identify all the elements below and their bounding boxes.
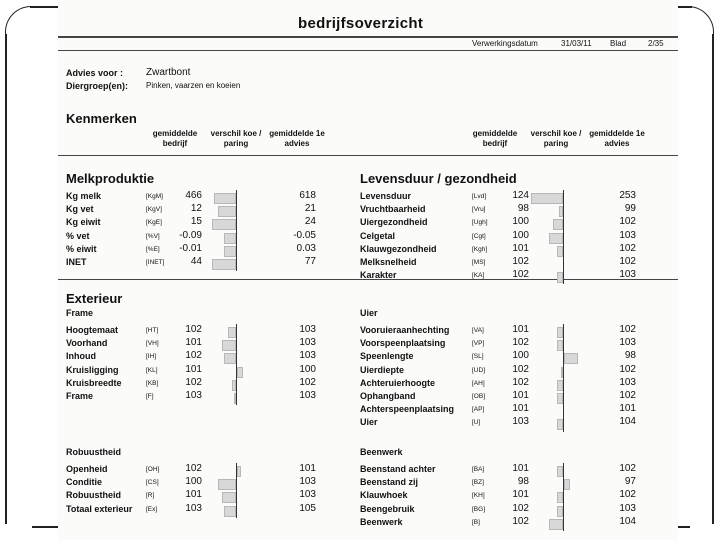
row-avg: 98	[517, 203, 529, 214]
row-code: [U]	[472, 419, 481, 426]
row-code: [Vru]	[472, 206, 486, 213]
row-avg: 101	[512, 390, 529, 401]
row-avg: 102	[185, 324, 202, 335]
row-avg: 12	[190, 203, 202, 214]
diff-bar	[232, 380, 236, 391]
row-avg: 102	[512, 377, 529, 388]
row-label: Uiergezondheid	[360, 217, 428, 227]
row-code: [KgE]	[146, 219, 162, 226]
row-advice: 103	[299, 476, 316, 487]
advice-value: Zwartbont	[146, 67, 191, 78]
row-advice: 101	[619, 403, 636, 414]
col-header-advice-left: gemiddelde 1e advies	[269, 129, 325, 148]
row-code: [OH]	[146, 466, 160, 473]
row-code: [CS]	[146, 479, 159, 486]
row-label: Conditie	[66, 477, 102, 487]
diff-bar	[224, 246, 236, 257]
row-advice: 102	[619, 463, 636, 474]
diff-bar	[218, 479, 236, 490]
row-label: Speenlengte	[360, 351, 414, 361]
row-avg: 101	[185, 489, 202, 500]
uier-title: Uier	[360, 308, 378, 318]
row-avg: 103	[185, 503, 202, 514]
row-label: Voorhand	[66, 338, 108, 348]
row-advice: 77	[304, 256, 316, 267]
diff-bar	[557, 327, 563, 338]
row-avg: 102	[185, 463, 202, 474]
diff-bar	[559, 206, 563, 217]
row-advice: 98	[624, 350, 636, 361]
diff-bar	[564, 479, 570, 490]
row-avg: 102	[512, 256, 529, 267]
row-label: % vet	[66, 231, 90, 241]
row-label: Klauwhoek	[360, 490, 408, 500]
row-code: [KgM]	[146, 193, 163, 200]
group-value: Pinken, vaarzen en koeien	[146, 81, 241, 90]
beenwerk-title: Beenwerk	[360, 447, 403, 457]
row-avg: 102	[185, 377, 202, 388]
diff-bar	[214, 193, 236, 204]
row-avg: 102	[512, 364, 529, 375]
advice-label: Advies voor :	[66, 68, 124, 78]
page-number: 2/35	[648, 39, 664, 48]
row-avg: 101	[185, 364, 202, 375]
frame-left	[5, 34, 7, 524]
row-label: Hoogtemaat	[66, 325, 119, 335]
row-code: [Cgt]	[472, 233, 486, 240]
row-avg: 102	[512, 516, 529, 527]
row-code: [INET]	[146, 259, 165, 266]
row-advice: 102	[619, 324, 636, 335]
row-label: Beenstand achter	[360, 464, 436, 474]
row-code: [SL]	[472, 353, 484, 360]
row-advice: 102	[619, 243, 636, 254]
report-page	[58, 0, 678, 540]
diff-bar	[557, 466, 563, 477]
row-code: [%V]	[146, 233, 160, 240]
row-avg: 100	[512, 350, 529, 361]
exterieur-title: Exterieur	[66, 291, 123, 306]
kenmerken-title: Kenmerken	[66, 111, 137, 126]
row-avg: 100	[512, 216, 529, 227]
exterieur-diff-axis	[236, 324, 237, 405]
row-avg: 101	[512, 403, 529, 414]
row-code: [VP]	[472, 340, 485, 347]
row-code: [Lvd]	[472, 193, 487, 200]
row-avg: 101	[512, 463, 529, 474]
diff-bar	[557, 340, 563, 351]
row-label: Levensduur	[360, 191, 412, 201]
row-label: Openheid	[66, 464, 108, 474]
row-label: Kg eiwit	[66, 217, 101, 227]
row-label: Karakter	[360, 270, 397, 280]
diff-bar	[222, 492, 236, 503]
row-label: % eiwit	[66, 244, 97, 254]
row-code: [KgV]	[146, 206, 162, 213]
row-label: Kruisligging	[66, 365, 119, 375]
levensduur-diff-axis	[563, 190, 564, 284]
row-avg: 15	[190, 216, 202, 227]
row-code: [HT]	[146, 327, 159, 334]
row-code: [%E]	[146, 246, 160, 253]
col-header-diff-right: verschil koe / paring	[530, 129, 582, 148]
row-advice: 103	[299, 337, 316, 348]
row-code: [MS]	[472, 259, 486, 266]
row-avg: 102	[512, 503, 529, 514]
row-label: Achteruierhoogte	[360, 378, 436, 388]
row-avg: 124	[512, 190, 529, 201]
row-label: Kg vet	[66, 204, 94, 214]
row-code: [KH]	[472, 492, 485, 499]
uier-diff-axis	[563, 324, 564, 432]
row-advice: 103	[619, 230, 636, 241]
row-code: [B]	[472, 519, 480, 526]
group-label: Diergroep(en):	[66, 81, 129, 91]
row-avg: 102	[185, 350, 202, 361]
diff-bar	[224, 233, 236, 244]
row-label: Ophangband	[360, 391, 416, 401]
row-avg: 102	[512, 269, 529, 280]
row-advice: 21	[304, 203, 316, 214]
row-advice: 102	[619, 364, 636, 375]
diff-bar	[557, 506, 563, 517]
row-label: Beenwerk	[360, 517, 403, 527]
row-advice: 103	[299, 390, 316, 401]
frame-right	[712, 34, 714, 524]
frame-subtitle: Frame	[66, 308, 94, 318]
diff-bar	[553, 219, 563, 230]
row-label: Robuustheid	[66, 490, 121, 500]
row-advice: 103	[299, 324, 316, 335]
diff-bar	[218, 206, 236, 217]
diff-bar	[557, 380, 563, 391]
diff-bar	[557, 272, 563, 283]
row-avg: 103	[512, 416, 529, 427]
row-advice: 103	[619, 377, 636, 388]
row-code: [KB]	[146, 380, 159, 387]
row-label: Melksnelheid	[360, 257, 417, 267]
diff-bar	[564, 353, 578, 364]
row-avg: 101	[512, 324, 529, 335]
row-label: Frame	[66, 391, 94, 401]
diff-bar	[549, 519, 563, 530]
row-advice: 104	[619, 516, 636, 527]
row-advice: 102	[619, 256, 636, 267]
diff-bar	[234, 393, 236, 404]
row-code: [Ex]	[146, 506, 158, 513]
row-code: [AP]	[472, 406, 485, 413]
row-avg: 100	[512, 230, 529, 241]
row-avg: -0.09	[179, 230, 202, 241]
col-header-diff-left: verschil koe / paring	[210, 129, 262, 148]
row-label: Totaal exterieur	[66, 504, 133, 514]
row-code: [UD]	[472, 367, 485, 374]
header-rule	[58, 36, 678, 38]
header-rule-2	[58, 50, 678, 51]
diff-bar	[557, 246, 563, 257]
melkproduktie-title: Melkproduktie	[66, 171, 155, 186]
row-advice: 101	[299, 463, 316, 474]
row-advice: 103	[619, 503, 636, 514]
row-avg: 98	[517, 476, 529, 487]
row-code: [Ugh]	[472, 219, 488, 226]
row-label: Kruisbreedte	[66, 378, 122, 388]
diff-bar	[557, 492, 563, 503]
diff-bar	[561, 367, 563, 378]
row-code: [BG]	[472, 506, 486, 513]
row-advice: 103	[619, 269, 636, 280]
row-code: [BZ]	[472, 479, 484, 486]
processing-date-label: Verwerkingsdatum	[472, 39, 538, 48]
page-title: bedrijfsoverzicht	[298, 15, 424, 32]
row-code: [VA]	[472, 327, 484, 334]
page-label: Blad	[610, 39, 627, 48]
diff-bar	[228, 327, 236, 338]
diff-bar	[222, 340, 236, 351]
row-avg: 103	[185, 390, 202, 401]
row-advice: 102	[619, 489, 636, 500]
row-code: [IH]	[146, 353, 157, 360]
row-advice: 102	[619, 216, 636, 227]
row-label: Klauwgezondheid	[360, 244, 437, 254]
frame-corner-tl	[5, 6, 36, 37]
diff-bar	[557, 393, 563, 404]
row-label: Celgetal	[360, 231, 396, 241]
row-advice: 0.03	[296, 243, 316, 254]
levensduur-title: Levensduur / gezondheid	[360, 171, 517, 186]
beenwerk-diff-axis	[563, 463, 564, 531]
row-code: [VH]	[146, 340, 159, 347]
row-advice: 24	[304, 216, 316, 227]
row-avg: 44	[190, 256, 202, 267]
robuustheid-title: Robuustheid	[66, 447, 121, 457]
row-label: Beengebruik	[360, 504, 415, 514]
col-header-advice-right: gemiddelde 1e advies	[589, 129, 645, 148]
kenmerken-rule	[58, 155, 678, 156]
melkproduktie-diff-axis	[236, 190, 237, 271]
frame-corner-tr	[683, 6, 714, 37]
row-label: Inhoud	[66, 351, 96, 361]
diff-bar	[212, 259, 236, 270]
row-advice: 102	[619, 390, 636, 401]
processing-date: 31/03/11	[561, 39, 592, 48]
diff-bar	[531, 193, 563, 204]
row-avg: 101	[185, 337, 202, 348]
row-advice: 102	[299, 377, 316, 388]
row-advice: 103	[299, 489, 316, 500]
row-avg: -0.01	[179, 243, 202, 254]
row-advice: 105	[299, 503, 316, 514]
frame-bottom-left	[32, 526, 58, 528]
col-header-avg-right: gemiddelde bedrijf	[472, 129, 518, 148]
row-code: [KA]	[472, 272, 485, 279]
row-avg: 101	[512, 489, 529, 500]
diff-bar	[557, 419, 563, 430]
row-label: Uier	[360, 417, 378, 427]
row-code: [OB]	[472, 393, 486, 400]
diff-bar	[224, 353, 236, 364]
row-code: [Kgh]	[472, 246, 488, 253]
row-label: Kg melk	[66, 191, 102, 201]
row-label: Vooruieraanhechting	[360, 325, 450, 335]
row-avg: 100	[185, 476, 202, 487]
row-advice: 100	[299, 364, 316, 375]
row-advice: 253	[619, 190, 636, 201]
row-advice: 99	[624, 203, 636, 214]
row-label: Achterspeenplaatsing	[360, 404, 455, 414]
row-label: INET	[66, 257, 87, 267]
col-header-avg-left: gemiddelde bedrijf	[152, 129, 198, 148]
diff-bar	[237, 367, 243, 378]
diff-bar	[237, 466, 241, 477]
diff-bar	[212, 219, 236, 230]
row-advice: 104	[619, 416, 636, 427]
row-advice: 97	[624, 476, 636, 487]
row-code: [R]	[146, 492, 155, 499]
diff-bar	[549, 233, 563, 244]
row-avg: 101	[512, 243, 529, 254]
row-avg: 466	[185, 190, 202, 201]
row-label: Uierdiepte	[360, 365, 405, 375]
row-code: [KL]	[146, 367, 158, 374]
row-avg: 102	[512, 337, 529, 348]
diff-bar	[224, 506, 236, 517]
row-advice: -0.05	[293, 230, 316, 241]
row-code: [AH]	[472, 380, 485, 387]
row-advice: 103	[619, 337, 636, 348]
row-code: [BA]	[472, 466, 485, 473]
row-label: Beenstand zij	[360, 477, 419, 487]
row-code: [F]	[146, 393, 154, 400]
row-label: Vruchtbaarheid	[360, 204, 426, 214]
row-label: Voorspeenplaatsing	[360, 338, 446, 348]
row-advice: 618	[299, 190, 316, 201]
row-advice: 103	[299, 350, 316, 361]
